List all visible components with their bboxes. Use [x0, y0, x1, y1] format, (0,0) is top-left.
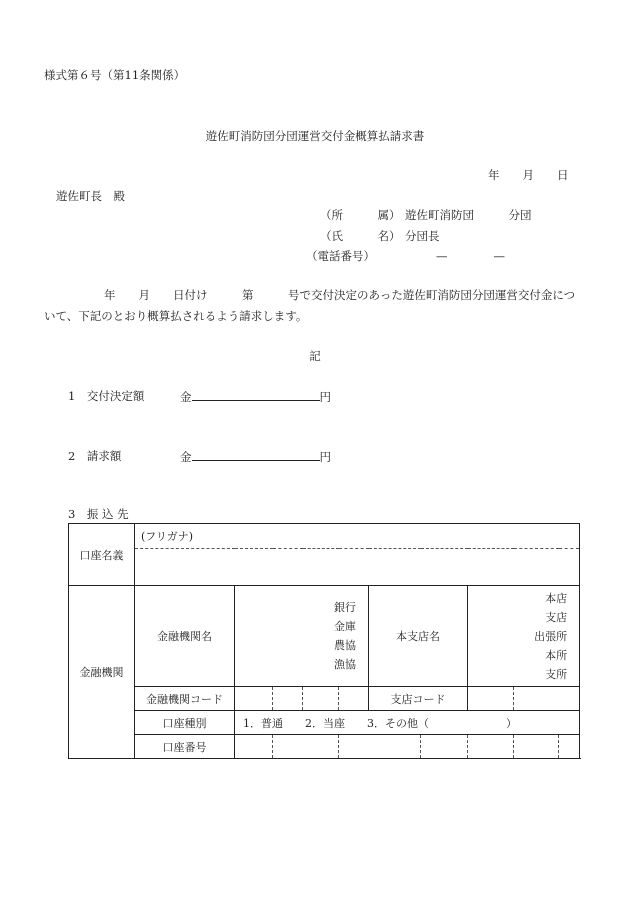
account-number-digit[interactable]: [514, 735, 559, 759]
body-line-2: いて、下記のとおり概算払されるよう請求します。: [44, 309, 308, 323]
amount-blank-2[interactable]: [192, 448, 320, 461]
form-number: 様式第６号（第11条関係）: [44, 68, 186, 82]
ki-heading: 記: [309, 349, 321, 363]
item2-amount: [180, 448, 331, 465]
date-line: 年 月 日: [488, 168, 569, 182]
account-number-digit[interactable]: [235, 735, 273, 759]
account-number-label: 口座番号: [135, 735, 235, 759]
institution-code-digit[interactable]: [235, 687, 273, 711]
yen-label: 円: [319, 390, 331, 404]
amount-blank-1[interactable]: [192, 388, 320, 401]
kin-label: 金: [180, 390, 192, 404]
holder-name-field[interactable]: [135, 549, 580, 586]
account-number-digit[interactable]: [468, 735, 514, 759]
institution-code-digit[interactable]: [339, 687, 369, 711]
holder-label: 口座名義: [69, 524, 135, 586]
item1-amount: [180, 388, 331, 405]
phone-label: （電話番号）: [306, 249, 375, 263]
branch-type-honsho: 本所: [545, 648, 568, 662]
institution-code-digit[interactable]: [273, 687, 303, 711]
phone-value: — —: [436, 249, 505, 263]
institution-label: 金融機関: [69, 586, 135, 759]
type-bank: 銀行: [334, 601, 356, 614]
yen-label: 円: [319, 450, 331, 464]
account-number-digit[interactable]: [273, 735, 339, 759]
furigana-label: (フリガナ): [135, 524, 580, 549]
document-title: 遊佐町消防団分団運営交付金概算払請求書: [205, 129, 425, 143]
affiliation-value: 遊佐町消防団 分団: [405, 208, 532, 222]
branch-name-label: 本支店名: [369, 586, 468, 687]
institution-code-label: 金融機関コード: [135, 687, 235, 711]
name-value: 分団長: [405, 229, 440, 243]
branch-code-digit[interactable]: [468, 687, 514, 711]
type-gyokyo: 漁協: [334, 658, 356, 671]
branch-type-shisho: 支所: [545, 667, 568, 681]
name-label: （氏 名）: [320, 229, 401, 243]
account-type-options[interactable]: 1．普通 2．当座 3．その他（ ）: [235, 711, 580, 735]
type-kinko: 金庫: [334, 620, 356, 633]
branch-code-digit[interactable]: [514, 687, 580, 711]
item1-label: 1 交付決定額: [68, 389, 145, 403]
item2-label: 2 請求額: [68, 449, 122, 463]
institution-code-digit[interactable]: [303, 687, 339, 711]
branch-type-shiten: 支店: [545, 610, 568, 624]
account-table: [68, 523, 580, 759]
affiliation-label: （所 属）: [320, 208, 401, 222]
item3-label: 3 振 込 先: [68, 507, 129, 521]
account-number-digit[interactable]: [339, 735, 421, 759]
account-type-label: 口座種別: [135, 711, 235, 735]
kin-label: 金: [180, 450, 192, 464]
branch-type-shutchojo: 出張所: [534, 629, 568, 643]
type-nokyo: 農協: [334, 639, 356, 652]
branch-name-field[interactable]: [468, 586, 580, 687]
addressee: 遊佐町長 殿: [56, 189, 125, 203]
body-line-1: 年 月 日付け 第 号で交付決定のあった遊佐町消防団分団運営交付金につ: [104, 288, 576, 302]
branch-type-honten: 本店: [545, 591, 568, 605]
institution-name-field[interactable]: [235, 586, 369, 687]
institution-name-label: 金融機関名: [135, 586, 235, 687]
account-number-digit[interactable]: [421, 735, 468, 759]
account-number-digit[interactable]: [559, 735, 580, 759]
branch-code-label: 支店コード: [369, 687, 468, 711]
